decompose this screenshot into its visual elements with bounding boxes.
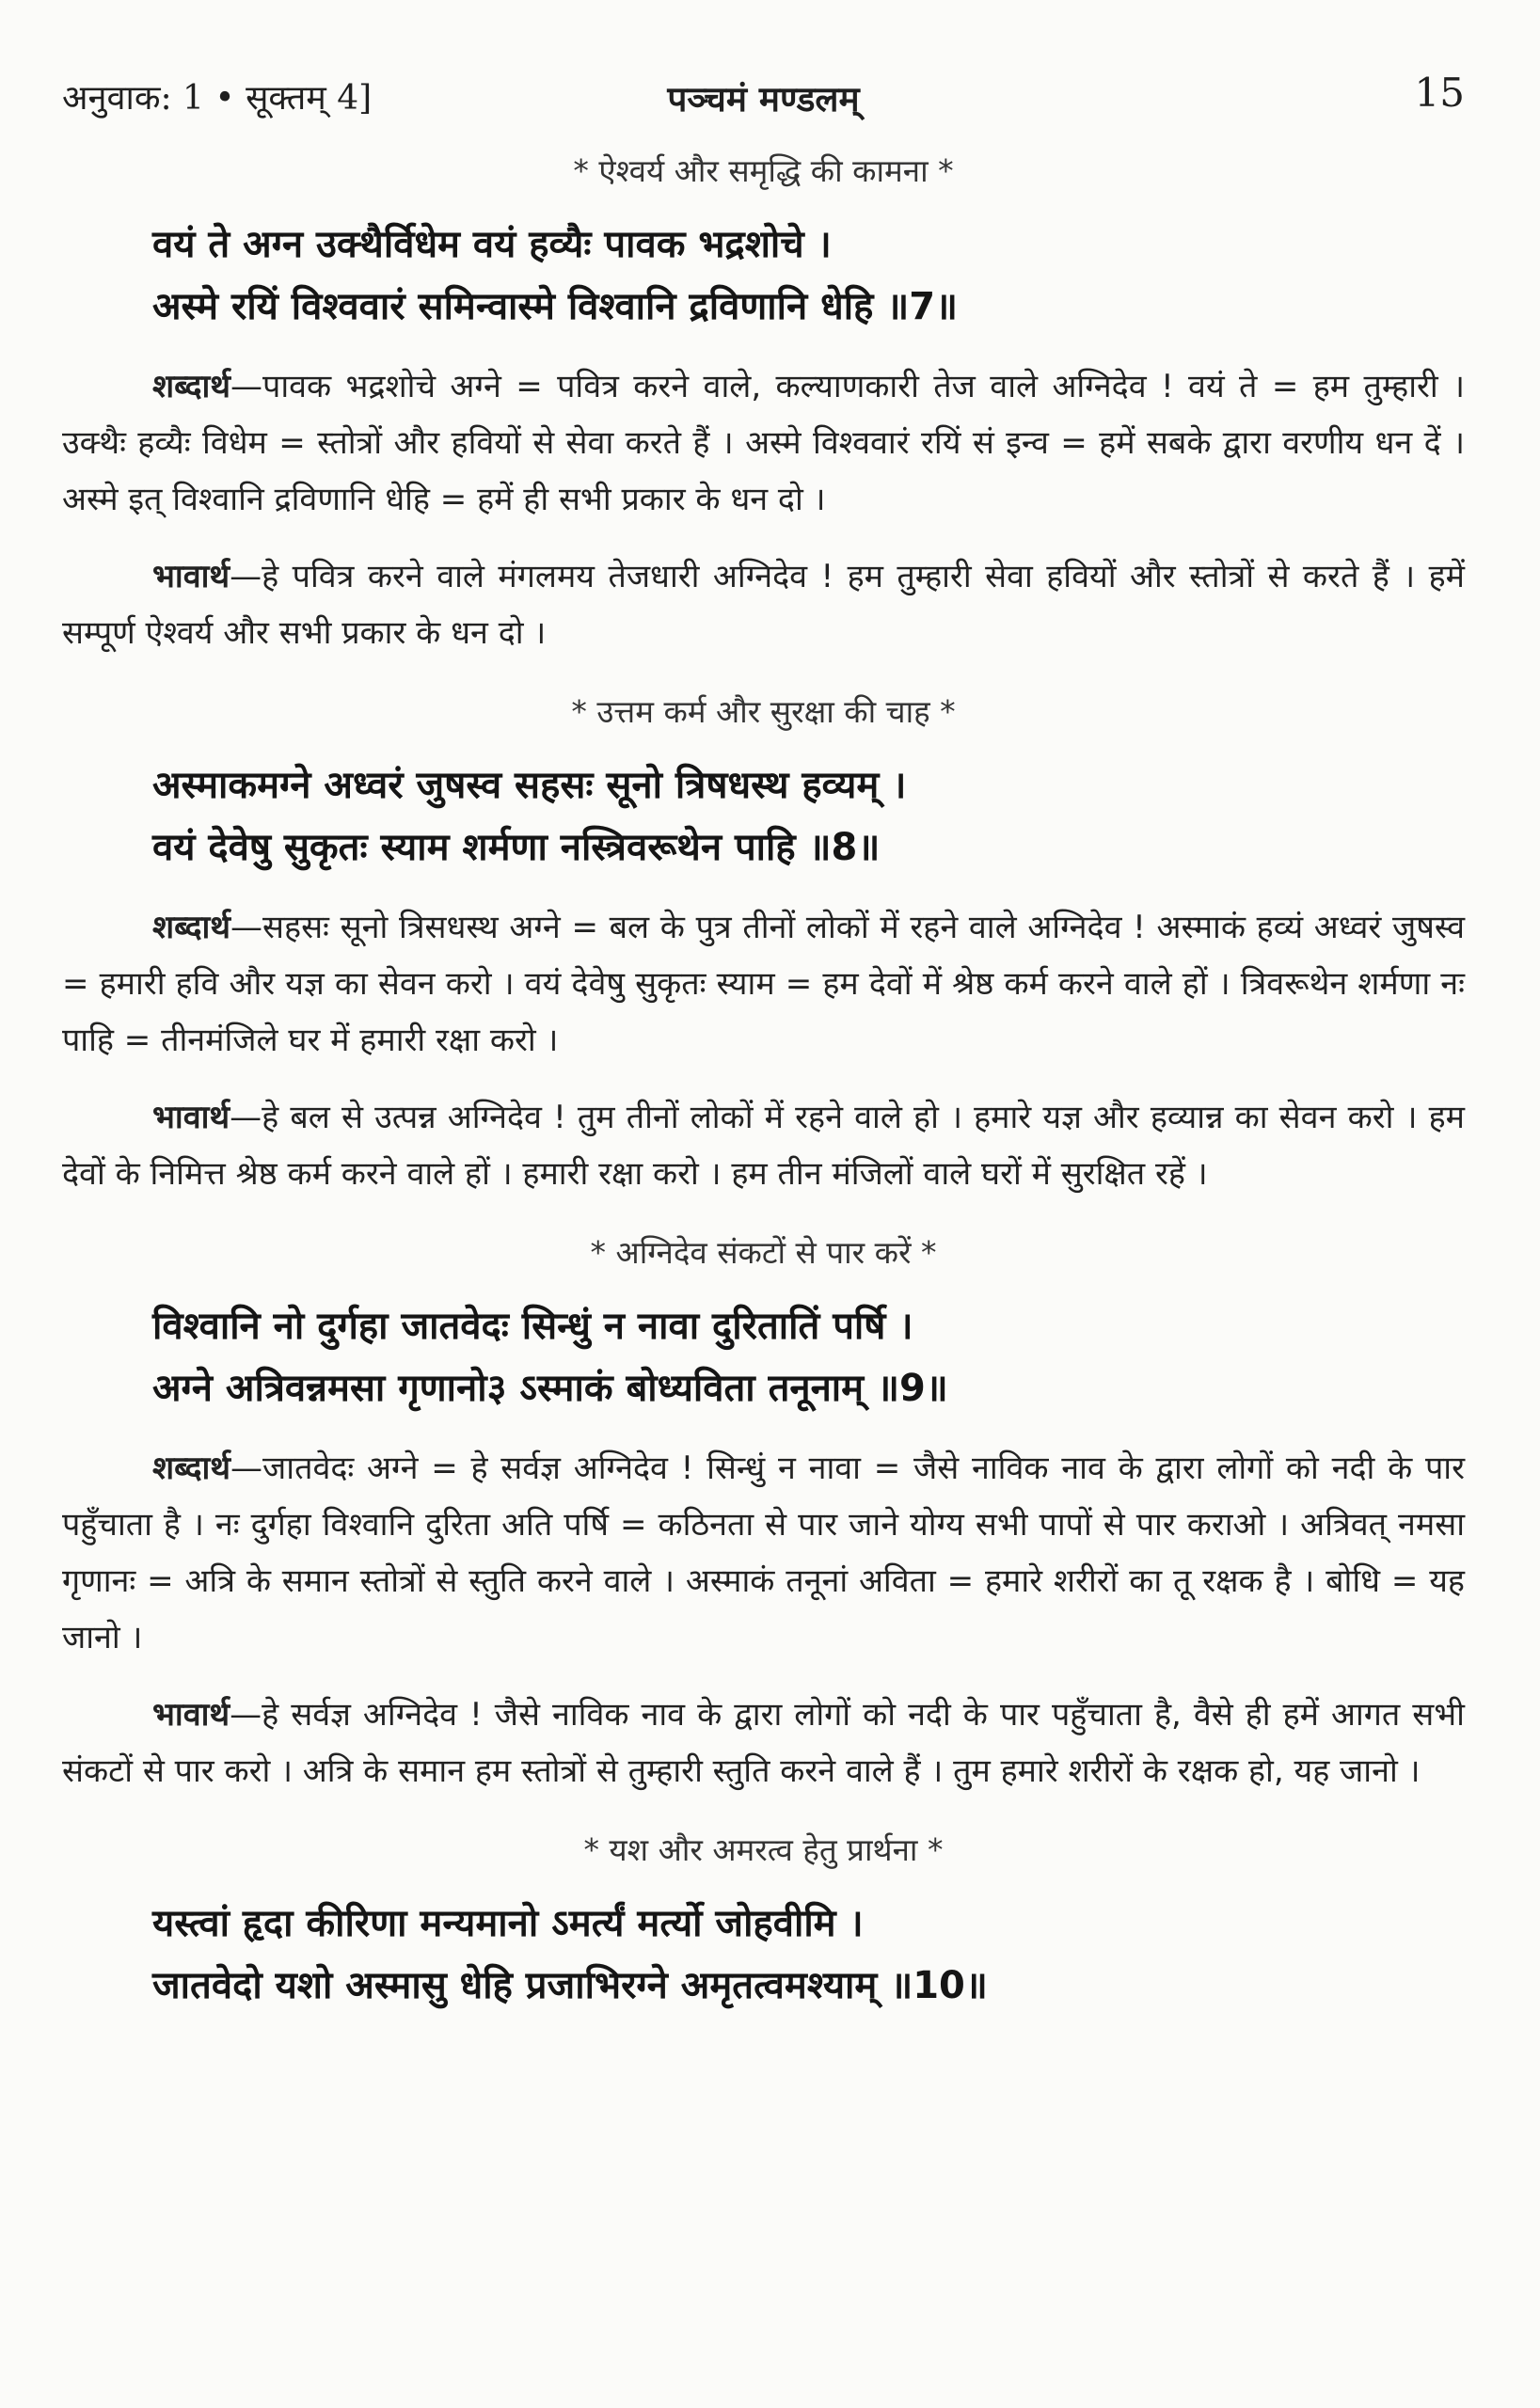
header-chapter-reference: अनुवाक: 1 • सूक्तम् 4] [62, 79, 373, 118]
page-number: 15 [1414, 70, 1465, 116]
summary-text: —हे बल से उत्पन्न अग्निदेव ! तुम तीनों लोकों में रहने वाले हो । हमारे यज्ञ और हव्यान्न का सेवन करो । हम देवों के निमित्त श्रेष्ठ कर्म करने वाले हों । हमारी रक्षा करो । हम तीन मंजिलों वाले घरों में सुरक्षित रहें । [62, 1099, 1465, 1193]
section-verse-9 [62, 1230, 1465, 1799]
word-meaning-text: —सहसः सूनो त्रिसधस्थ अग्ने = बल के पुत्र तीनों लोकों में रहने वाले अग्निदेव ! अस्माकं हव्यं अध्वरं जुषस्व = हमारी हवि और यज्ञ का सेवन करो । वयं देवेषु सुकृतः स्याम = हम देवों में श्रेष्ठ कर्म करने वाले हों । त्रिवरूथेन शर्मणा नः पाहि = तीनमंजिले घर में हमारी रक्षा करो । [62, 909, 1465, 1059]
summary-paragraph [62, 1687, 1465, 1799]
word-meaning-paragraph [62, 899, 1465, 1069]
section-heading: * उत्तम कर्म और सुरक्षा की चाह * [571, 693, 956, 730]
verse-line: जातवेदो यशो अस्मासु धेहि प्रजाभिरग्ने अमृतत्वमश्याम् ॥10॥ [152, 1964, 988, 2007]
summary-paragraph [62, 1089, 1465, 1202]
verse-block [62, 754, 1465, 879]
verse-line: अस्मे रयिं विश्ववारं समिन्वास्मे विश्वानि द्रविणानि धेहि ॥7॥ [152, 285, 958, 328]
verse-line: अस्माकमग्ने अध्वरं जुषस्व सहसः सूनो त्रिषधस्थ हव्यम् । [152, 764, 907, 807]
summary-text: —हे सर्वज्ञ अग्निदेव ! जैसे नाविक नाव के द्वारा लोगों को नदी के पार पहुँचाता है, वैसे ही हमें आगत सभी संकटों से पार करो । अत्रि के समान हम स्तोत्रों से तुम्हारी स्तुति करने वाले हैं । तुम हमारे शरीरों के रक्षक हो, यह जानो । [62, 1696, 1465, 1790]
word-meaning-paragraph [62, 358, 1465, 528]
section-heading: * ऐश्वर्य और समृद्धि की कामना * [573, 152, 954, 189]
verse-block [62, 214, 1465, 338]
section-heading: * अग्निदेव संकटों से पार करें * [590, 1234, 937, 1271]
verse-line: अग्ने अत्रिवन्नमसा गृणानो३ ऽस्माकं बोध्यविता तनूनाम् ॥9॥ [152, 1367, 948, 1410]
word-meaning-label: शब्दार्थ [152, 909, 231, 946]
word-meaning-text: —पावक भद्रशोचे अग्ने = पवित्र करने वाले, कल्याणकारी तेज वाले अग्निदेव ! वयं ते = हम तुम्हारी । उक्थैः हव्यैः विधेम = स्तोत्रों और हवियों से सेवा करते हैं । अस्मे विश्ववारं रयिं सं इन्व = हमें सबके द्वारा वरणीय धन दें । अस्मे इत् विश्वानि द्रविणानि धेहि = हमें ही सभी प्रकार के धन दो । [62, 368, 1465, 518]
page-header [62, 70, 1465, 139]
verse-line: विश्वानि नो दुर्गहा जातवेदः सिन्धुं न नावा दुरितातिं पर्षि । [152, 1305, 913, 1348]
summary-text: —हे पवित्र करने वाले मंगलमय तेजधारी अग्निदेव ! हम तुम्हारी सेवा हवियों और स्तोत्रों से करते हैं । हमें सम्पूर्ण ऐश्वर्य और सभी प्रकार के धन दो । [62, 558, 1465, 652]
verse-block [62, 1295, 1465, 1419]
section-verse-8 [62, 689, 1465, 1202]
word-meaning-paragraph [62, 1440, 1465, 1666]
header-mandala-title: पञ्चमं मण्डलम् [667, 78, 860, 119]
summary-paragraph [62, 548, 1465, 661]
section-heading: * यश और अमरत्व हेतु प्रार्थना * [583, 1831, 944, 1868]
section-verse-10 [62, 1828, 1465, 2017]
summary-label: भावार्थ [152, 1099, 230, 1136]
verse-line: वयं देवेषु सुकृतः स्याम शर्मणा नस्त्रिवरूथेन पाहि ॥8॥ [152, 826, 881, 869]
summary-label: भावार्थ [152, 1696, 230, 1734]
word-meaning-text: —जातवेदः अग्ने = हे सर्वज्ञ अग्निदेव ! सिन्धुं न नावा = जैसे नाविक नाव के द्वारा लोगों को नदी के पार पहुँचाता है । नः दुर्गहा विश्वानि दुरिता अति पर्षि = कठिनता से पार जाने योग्य सभी पापों से पार कराओ । अत्रिवत् नमसा गृणानः = अत्रि के समान स्तोत्रों से स्तुति करने वाले । अस्माकं तनूनां अविता = हमारे शरीरों का तू रक्षक है । बोधि = यह जानो । [62, 1450, 1465, 1656]
word-meaning-label: शब्दार्थ [152, 1450, 231, 1487]
verse-block [62, 1893, 1465, 2017]
verse-line: वयं ते अग्न उक्थैर्विधेम वयं हव्यैः पावक भद्रशोचे । [152, 223, 832, 266]
word-meaning-label: शब्दार्थ [152, 368, 231, 405]
section-verse-7 [62, 149, 1465, 661]
summary-label: भावार्थ [152, 558, 230, 595]
verse-line: यस्त्वां हृदा कीरिणा मन्यमानो ऽमर्त्यं मर्त्यो जोहवीमि । [152, 1902, 864, 1945]
